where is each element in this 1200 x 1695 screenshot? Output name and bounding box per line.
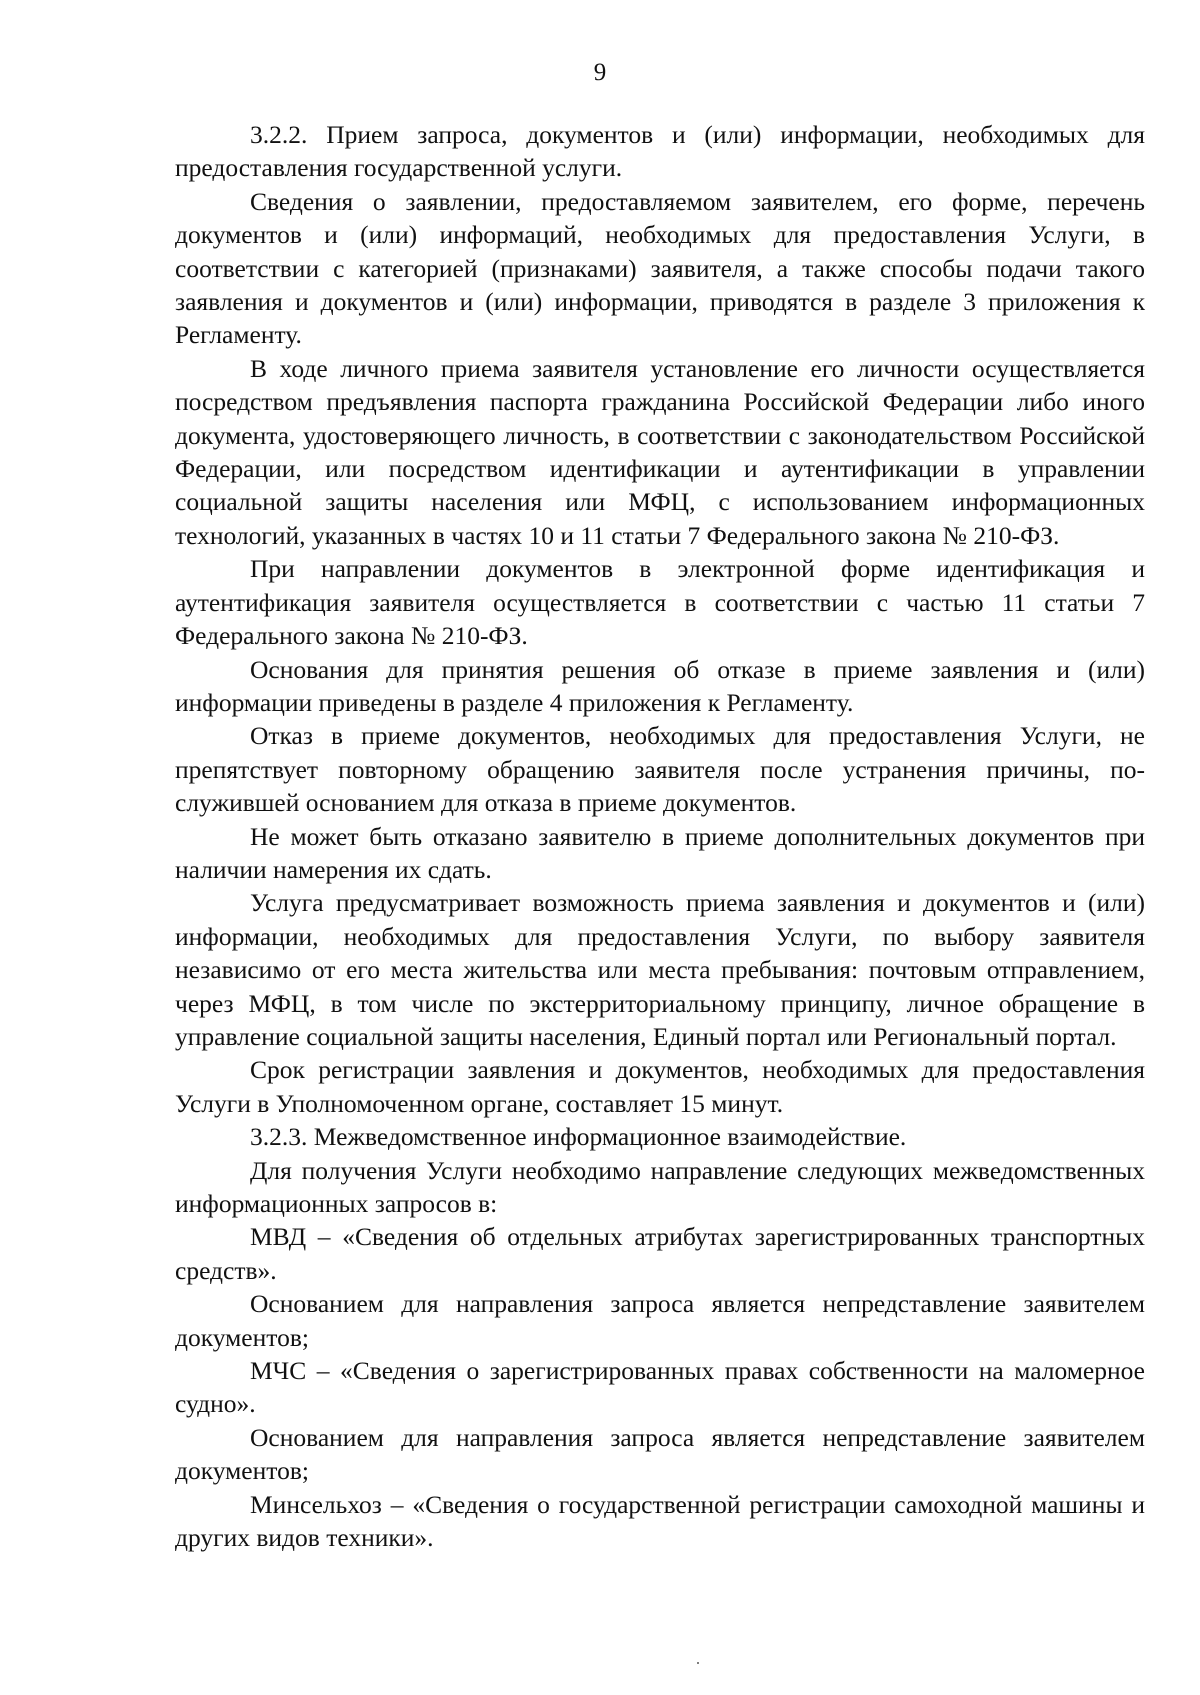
- paragraph-electronic-identification: При направлении документов в электронной форме идентификация и аутентификация заявителя осуществляется в соответствии с частью 11 статьи 7 Федерального закона № 210-ФЗ.: [175, 554, 1145, 651]
- paragraph-mchs-basis: Основанием для направления запроса является непредставление заявителем документов;: [175, 1422, 1145, 1486]
- paragraph-application-info: Сведения о заявлении, предоставляемом заявителем, его форме, перечень документов и (или) информаций, необходимых для предоставления Услуги, в соответствии с категорией (признаками) заявителя, а также способы подачи такого заявления и документов и (или) информации, приводятся в разделе 3 приложения к Регламенту.: [175, 186, 1145, 350]
- paragraph-3-2-3-heading: 3.2.3. Межведомственное информационное взаимодействие.: [250, 1122, 907, 1152]
- paragraph-submission-methods: Услуга предусматривает возможность приема заявления и документов и (или) информации, необходимых для предоставления Услуги, по выбору заявителя независимо от его места жительства или места пребывания: почтовым отправлением, через МФЦ, в том числе по экстерриториальному принципу, личное обращение в управление социальной защиты населения, Единый портал или Региональный портал.: [175, 888, 1145, 1051]
- page-number: 9: [593, 59, 607, 86]
- paragraph-identity-verification: В ходе личного приема заявителя установление его личности осуществляется посредством предъявления паспорта гражданина Российской Федерации либо иного документа, удостоверяющего личность, в соответствии с законодательством Российской Федерации, или посредством идентификации и аутентификации в управлении социальной защиты населения или МФЦ, с использованием информационных технологий, указанных в частях 10 и 11 статьи 7 Федерального закона № 210-ФЗ.: [175, 353, 1145, 550]
- paragraph-mvd-request: МВД – «Сведения об отдельных атрибутах зарегистрированных транспортных средств».: [175, 1222, 1145, 1285]
- paragraph-mvd-basis: Основанием для направления запроса является непредставление заявителем документов;: [175, 1289, 1145, 1352]
- scan-artifact: [697, 1662, 699, 1664]
- paragraph-refusal-no-obstacle: Отказ в приеме документов, необходимых для предоставления Услуги, не препятствует повторному обращению заявителя после устранения причины, послужившей основанием для отказа в приеме документов.: [175, 721, 1145, 818]
- paragraph-refusal-grounds: Основания для принятия решения об отказе в приеме заявления и (или) информации приведены в разделе 4 приложения к Регламенту.: [175, 654, 1145, 717]
- paragraph-minselkhoz-request: Минсельхоз – «Сведения о государственной регистрации самоходной машины и других видов техники».: [175, 1489, 1145, 1553]
- paragraph-interagency-requests: Для получения Услуги необходимо направление следующих межведомственных информационных запросов в:: [175, 1155, 1145, 1218]
- paragraph-3-2-2-heading: 3.2.2. Прием запроса, документов и (или) информации, необходимых для предоставления государственной услуги.: [175, 120, 1145, 183]
- paragraph-additional-documents: Не может быть отказано заявителю в приеме дополнительных документов при наличии намерения их сдать.: [175, 821, 1145, 884]
- paragraph-mchs-request: МЧС – «Сведения о зарегистрированных правах собственности на маломерное судно».: [175, 1356, 1145, 1419]
- document-body: [175, 118, 1145, 1554]
- paragraph-registration-term: Срок регистрации заявления и документов, необходимых для предоставления Услуги в Уполномоченном органе, составляет 15 минут.: [175, 1055, 1145, 1118]
